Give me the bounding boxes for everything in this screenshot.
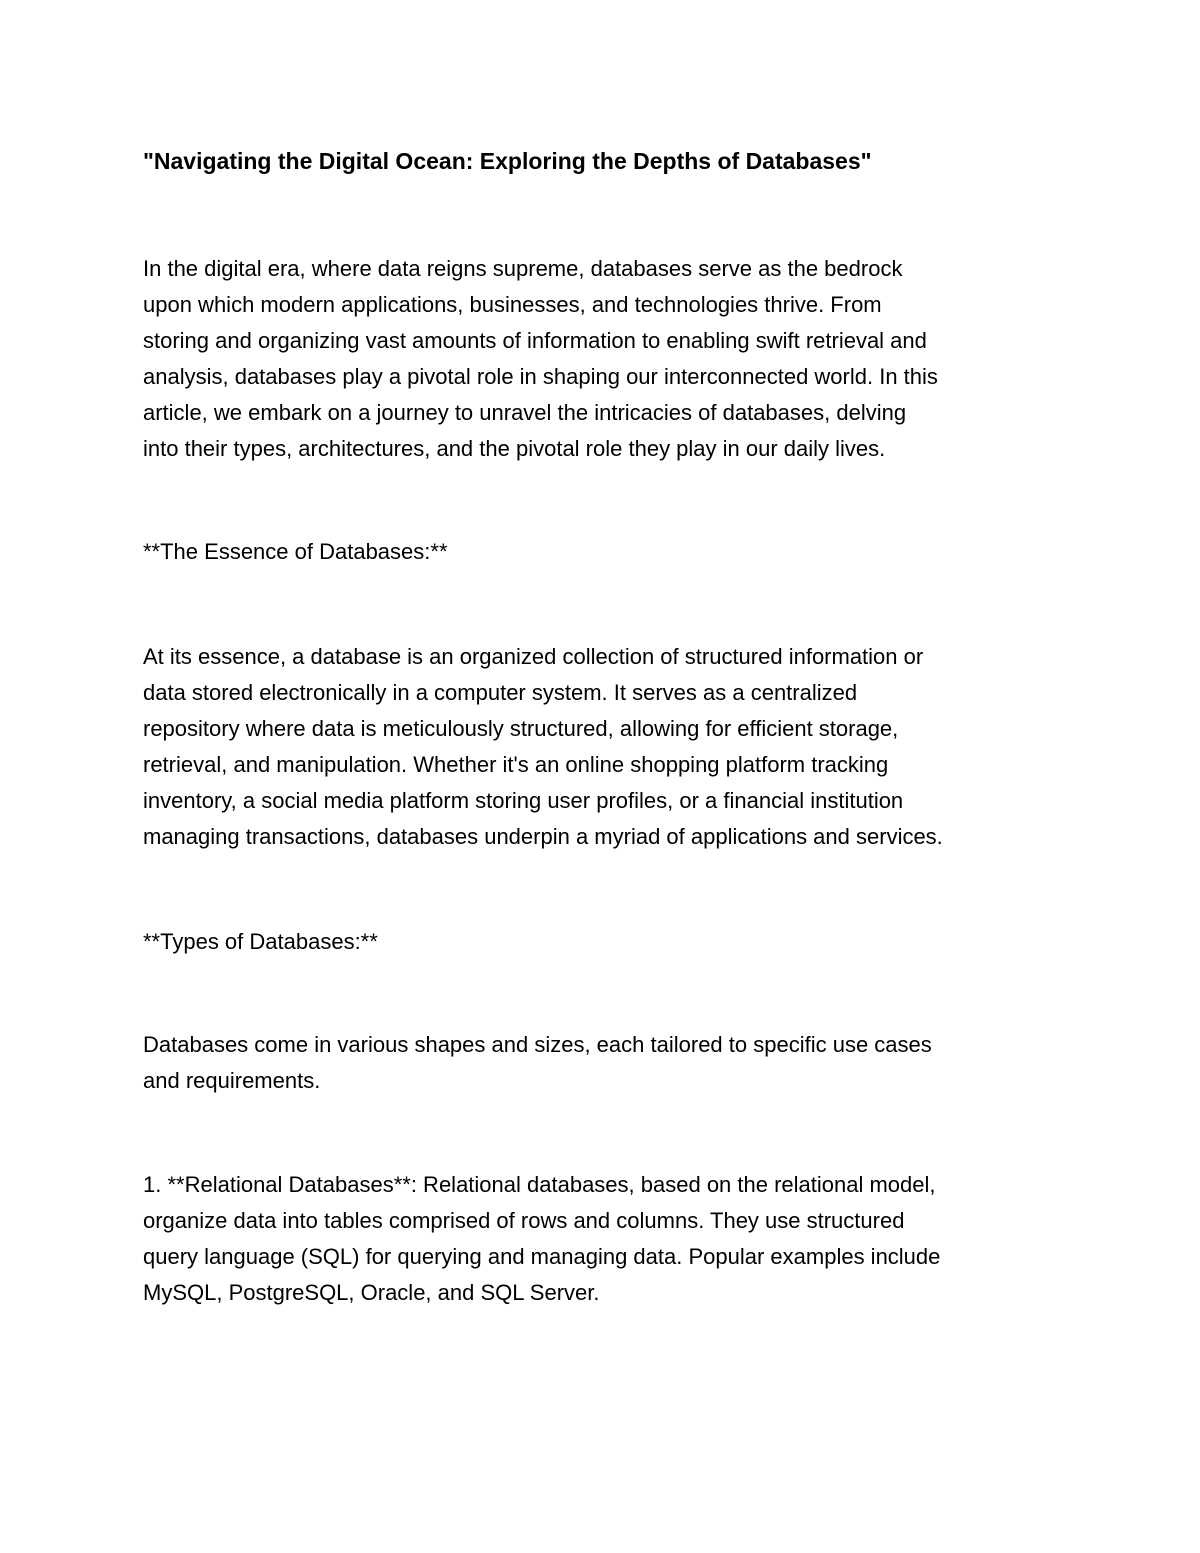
types-intro-paragraph: Databases come in various shapes and sizes, each tailored to specific use cases and requirements. xyxy=(143,1032,932,1093)
section-heading-essence: **The Essence of Databases:** xyxy=(143,539,448,564)
essence-paragraph: At its essence, a database is an organized collection of structured information or data stored electronically in a computer system. It serves as a centralized repository where data is meticulously structured, allowing for efficient storage, retrieval, and manipulation. Whether it's an online shopping platform tracking inventory, a social media platform storing user profiles, or a financial institution managing transactions, databases underpin a myriad of applications and services. xyxy=(143,644,943,849)
document-title: "Navigating the Digital Ocean: Exploring the Depths of Databases" xyxy=(143,148,872,174)
relational-databases-paragraph: 1. **Relational Databases**: Relational databases, based on the relational model, organize data into tables comprised of rows and columns. They use structured query language (SQL) for querying and managing data. Popular examples include MySQL, PostgreSQL, Oracle, and SQL Server. xyxy=(143,1172,941,1305)
section-heading-types: **Types of Databases:** xyxy=(143,929,378,954)
intro-paragraph: In the digital era, where data reigns supreme, databases serve as the bedrock upon which modern applications, businesses, and technologies thrive. From storing and organizing vast amounts of information to enabling swift retrieval and analysis, databases play a pivotal role in shaping our interconnected world. In this article, we embark on a journey to unravel the intricacies of databases, delving into their types, architectures, and the pivotal role they play in our daily lives. xyxy=(143,256,938,461)
